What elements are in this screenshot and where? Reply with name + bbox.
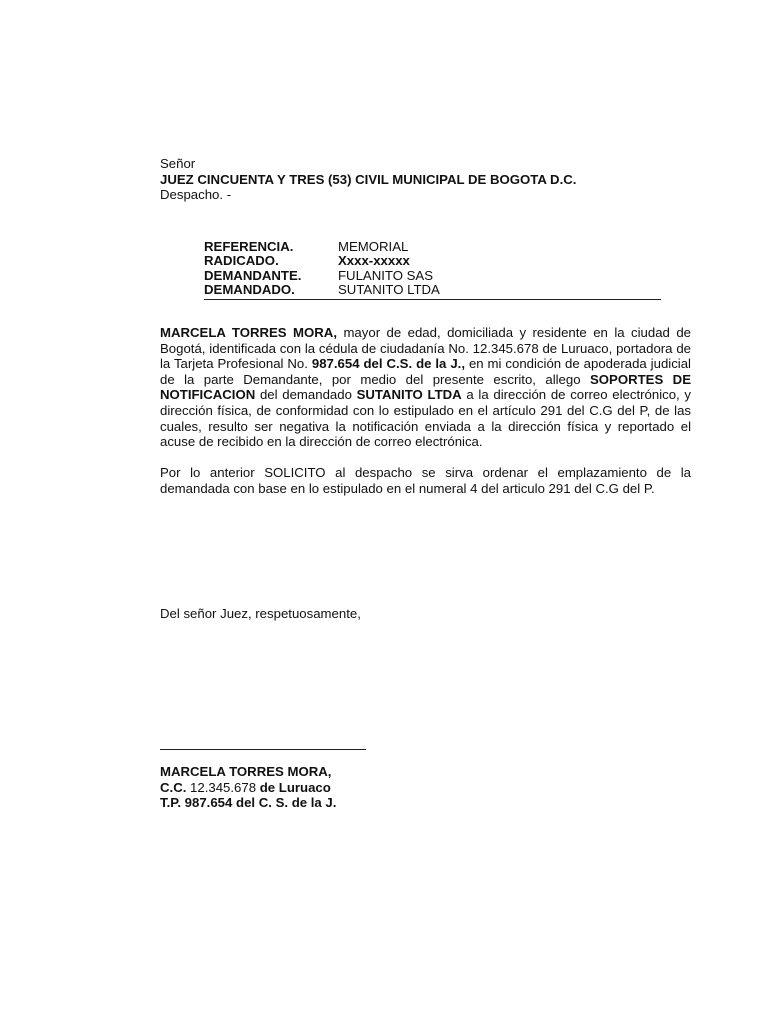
radicado-row bbox=[204, 254, 661, 268]
paragraph-text: mayor de edad, domiciliada y residente en la ciudad de Bogotá, identificada con la cédula de ciudadanía No. 12.345.678 de Luruaco, portadora de la Tarjeta Profesional No. bbox=[160, 325, 691, 372]
cc-label: C.C. bbox=[160, 779, 187, 795]
attorney-name: MARCELA TORRES MORA, bbox=[160, 325, 337, 340]
demandado-value: SUTANITO LTDA bbox=[338, 282, 440, 298]
paragraph-text: en mi condición de apoderada judicial de la parte Demandante, por medio del presente escrito, allego bbox=[160, 356, 691, 387]
signer-tp: T.P. 987.654 del C. S. de la J. bbox=[160, 795, 337, 811]
court-name: JUEZ CINCUENTA Y TRES (53) CIVIL MUNICIPAL DE BOGOTA D.C. bbox=[160, 171, 577, 187]
paragraph-text: del demandado bbox=[255, 387, 357, 403]
demandado-row bbox=[204, 283, 661, 297]
salutation-block bbox=[160, 156, 700, 203]
radicado-key: RADICADO. bbox=[204, 253, 279, 269]
closing-line: Del señor Juez, respetuosamente, bbox=[160, 606, 361, 621]
salutation-line: Señor bbox=[160, 156, 196, 171]
demandante-key: DEMANDANTE. bbox=[204, 267, 302, 283]
demandante-row bbox=[204, 269, 661, 283]
demandado-name: SUTANITO LTDA bbox=[356, 387, 462, 403]
demandante-value: FULANITO SAS bbox=[338, 267, 434, 283]
signature-block bbox=[160, 764, 336, 811]
cc-city: de Luruaco bbox=[259, 779, 331, 795]
paragraph-text: a la dirección de correo electrónico, y dirección física, de conformidad con lo estipulado en el artículo 291 del C.G del P, de las cuales, resulto ser negativa la notificación enviada a la dirección física y reportado el acuse de recibido en la dirección de correo electrónica. bbox=[160, 387, 692, 450]
radicado-value: Xxxx-xxxxx bbox=[338, 253, 410, 269]
tarjeta-profesional: 987.654 del C.S. de la J., bbox=[311, 356, 465, 372]
reference-table bbox=[204, 240, 661, 300]
body-paragraph-1 bbox=[160, 325, 691, 450]
reference-key: REFERENCIA. bbox=[204, 239, 294, 254]
soportes-text: SOPORTES DE NOTIFICACION bbox=[160, 371, 692, 403]
demandado-key: DEMANDADO. bbox=[204, 282, 295, 298]
cc-number: 12.345.678 bbox=[186, 779, 260, 795]
signature-line bbox=[160, 749, 366, 750]
signer-name: MARCELA TORRES MORA, bbox=[160, 764, 332, 779]
reference-row bbox=[204, 240, 661, 254]
reference-value: MEMORIAL bbox=[338, 239, 409, 254]
despacho-line: Despacho. - bbox=[160, 187, 232, 203]
body-paragraph-2: Por lo anterior SOLICITO al despacho se sirva ordenar el emplazamiento de la demandada con base en lo estipulado en el numeral 4 del articulo 291 del C.G del P. bbox=[160, 465, 691, 496]
signer-id bbox=[160, 780, 336, 796]
